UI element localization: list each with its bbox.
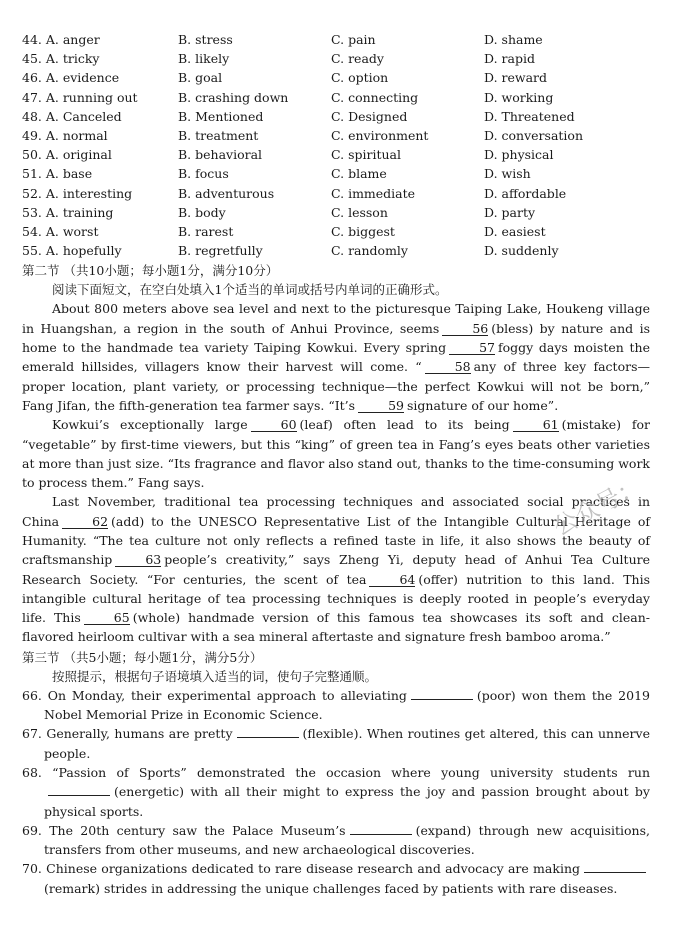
option-row <box>22 203 650 222</box>
passage-paragraph-2 <box>22 415 650 492</box>
option-a: 52. A. interesting <box>22 185 133 201</box>
option-d: D. suddenly <box>484 243 559 259</box>
question-text: (flexible). When routines get altered, this can unnerve people. <box>44 726 650 761</box>
option-b: B. focus <box>178 166 229 182</box>
option-a: 48. A. Canceled <box>22 108 122 124</box>
options-table <box>22 30 650 260</box>
watermark-stamp: 公众号： <box>548 471 647 542</box>
passage-text: (mistake) for “vegetable” by first-time viewers, but this “king” of green tea in Fang’s eyes beats other varieties at more than just size. “Its fragrance and flavor also stand out, thanks to the time-consuming work to process them.” Fang says. <box>22 417 650 491</box>
question-66 <box>22 686 650 725</box>
option-b: B. crashing down <box>178 89 289 105</box>
option-row <box>22 49 650 68</box>
option-d: D. shame <box>484 32 543 47</box>
option-a: 45. A. tricky <box>22 51 100 67</box>
blank-57[interactable]: 57 <box>449 341 495 355</box>
blank-61[interactable]: 61 <box>513 418 559 432</box>
blank-58[interactable]: 58 <box>425 360 471 374</box>
option-d: D. rapid <box>484 51 535 67</box>
option-c: C. option <box>331 70 389 86</box>
option-row <box>22 126 650 145</box>
option-c: C. spiritual <box>331 147 401 163</box>
option-b: B. behavioral <box>178 147 263 163</box>
passage-text: people’s creativity,” says Zheng Yi, deputy head of Anhui Tea Culture Research Society. “For centuries, the scent of tea <box>22 552 650 587</box>
option-row <box>22 88 650 107</box>
blank-59[interactable]: 59 <box>358 399 404 413</box>
section2-instruction: 阅读下面短文，在空白处填入1个适当的单词或括号内单词的正确形式。 <box>52 282 448 298</box>
option-a: 55. A. hopefully <box>22 243 122 259</box>
option-c: C. biggest <box>331 224 395 240</box>
blank-56[interactable]: 56 <box>442 322 488 336</box>
option-c: C. blame <box>331 166 387 182</box>
option-c: C. connecting <box>331 89 419 105</box>
option-d: D. easiest <box>484 224 546 240</box>
option-d: D. physical <box>484 147 554 163</box>
option-a: 44. A. anger <box>22 32 100 47</box>
blank-62[interactable]: 62 <box>62 515 108 529</box>
option-a: 49. A. normal <box>22 128 108 144</box>
option-b: B. Mentioned <box>178 108 264 124</box>
section2-title: 第二节 （共10小题；每小题1分，满分10分） <box>22 263 279 279</box>
option-a: 47. A. running out <box>22 89 138 105</box>
answer-blank-68[interactable] <box>48 783 110 796</box>
blank-60[interactable]: 60 <box>251 418 297 432</box>
question-text: (remark) strides in addressing the unique challenges faced by patients with rare diseases. <box>44 880 618 896</box>
option-a: 50. A. original <box>22 147 112 163</box>
question-text: 68. “Passion of Sports” demonstrated the occasion where young university students run <box>22 764 650 780</box>
question-text: 67. Generally, humans are pretty <box>22 726 233 742</box>
option-b: B. rarest <box>178 224 234 240</box>
passage-text: (leaf) often lead to its being <box>299 417 510 433</box>
option-b: B. adventurous <box>178 185 275 201</box>
passage-text: (add) to the UNESCO Representative List of the Intangible Cultural Heritage of Humanity. “The tea culture not only reflects a refined taste in life, it also shows the beauty of craftsmanship <box>22 513 650 568</box>
option-d: D. conversation <box>484 128 583 144</box>
blank-64[interactable]: 64 <box>369 573 415 587</box>
option-b: B. body <box>178 204 226 220</box>
passage-text: signature of our home”. <box>406 397 559 413</box>
option-b: B. likely <box>178 51 230 67</box>
option-b: B. goal <box>178 70 223 86</box>
answer-blank-69[interactable] <box>350 822 412 835</box>
option-c: C. ready <box>331 51 384 67</box>
option-b: B. regretfully <box>178 243 263 259</box>
option-row <box>22 30 650 49</box>
question-text: 70. Chinese organizations dedicated to rare disease research and advocacy are making <box>22 861 580 877</box>
question-text: (energetic) with all their might to express the joy and passion brought about by physical sports. <box>44 784 650 819</box>
question-text: 69. The 20th century saw the Palace Museum’s <box>22 822 346 838</box>
question-text: 66. On Monday, their experimental approach to alleviating <box>22 687 407 703</box>
option-row <box>22 145 650 164</box>
option-c: C. Designed <box>331 108 408 124</box>
option-d: D. Threatened <box>484 108 575 124</box>
answer-blank-70[interactable] <box>584 860 646 873</box>
option-c: C. lesson <box>331 204 388 220</box>
option-row <box>22 107 650 126</box>
option-b: B. treatment <box>178 128 259 144</box>
passage-text: Last November, traditional tea processing techniques and associated social practices in China <box>22 494 650 529</box>
passage-paragraph-1 <box>22 299 650 415</box>
passage-text: foggy days moisten the emerald hillsides, villagers know their harvest will come. “ <box>22 340 650 375</box>
option-row <box>22 184 650 203</box>
option-row <box>22 222 650 241</box>
passage-text: (bless) by nature and is home to the handmade tea variety Taiping Kowkui. Every spring <box>22 320 650 356</box>
option-d: D. wish <box>484 166 531 182</box>
option-d: D. reward <box>484 70 548 86</box>
option-d: D. working <box>484 89 554 105</box>
question-70 <box>22 859 650 898</box>
option-c: C. randomly <box>331 243 408 259</box>
blank-63[interactable]: 63 <box>115 553 161 567</box>
option-a: 46. A. evidence <box>22 70 120 86</box>
option-c: C. pain <box>331 32 376 47</box>
option-row <box>22 241 650 260</box>
passage-text: any of three key factors—proper location, plant variety, or processing technique—the perfect Kowkui will not be born,” Fang Jifan, the fifth-generation tea farmer says. “It’s <box>22 359 650 413</box>
question-text: (expand) through new acquisitions, transfers from other museums, and new archaeological discoveries. <box>44 822 650 858</box>
option-b: B. stress <box>178 32 233 47</box>
option-row <box>22 164 650 183</box>
option-d: D. affordable <box>484 185 567 201</box>
section3-instruction: 按照提示，根据句子语境填入适当的词，使句子完整通顺。 <box>52 668 378 684</box>
option-a: 51. A. base <box>22 166 93 182</box>
question-text: (poor) won them the 2019 Nobel Memorial Prize in Economic Science. <box>44 687 650 723</box>
passage-text: (offer) nutrition to this land. This intangible cultural heritage of tea processing techniques is deeply rooted in people’s everyday life. This <box>22 571 651 626</box>
passage-text: About 800 meters above sea level and next to the picturesque Taiping Lake, Houkeng village in Huangshan, a region in the south of Anhui Province, seems <box>22 301 650 336</box>
passage-text: (whole) handmade version of this famous tea showcases its soft and clean-flavored heirloom cultivar with a sea mineral aftertaste and signature fresh bamboo aroma.” <box>22 610 650 645</box>
option-a: 53. A. training <box>22 204 114 220</box>
passage-text: Kowkui’s exceptionally large <box>52 417 248 433</box>
answer-blank-66[interactable] <box>411 687 473 700</box>
question-68 <box>22 763 650 821</box>
blank-65[interactable]: 65 <box>84 611 130 625</box>
question-69 <box>22 821 650 860</box>
option-row <box>22 68 650 87</box>
option-d: D. party <box>484 204 536 220</box>
exam-page <box>22 30 650 898</box>
option-a: 54. A. worst <box>22 224 99 240</box>
question-67 <box>22 724 650 763</box>
passage-paragraph-3 <box>22 492 650 646</box>
option-c: C. environment <box>331 128 429 144</box>
section3-title: 第三节 （共5小题；每小题1分，满分5分） <box>22 649 263 665</box>
answer-blank-67[interactable] <box>237 725 299 738</box>
option-c: C. immediate <box>331 185 416 201</box>
